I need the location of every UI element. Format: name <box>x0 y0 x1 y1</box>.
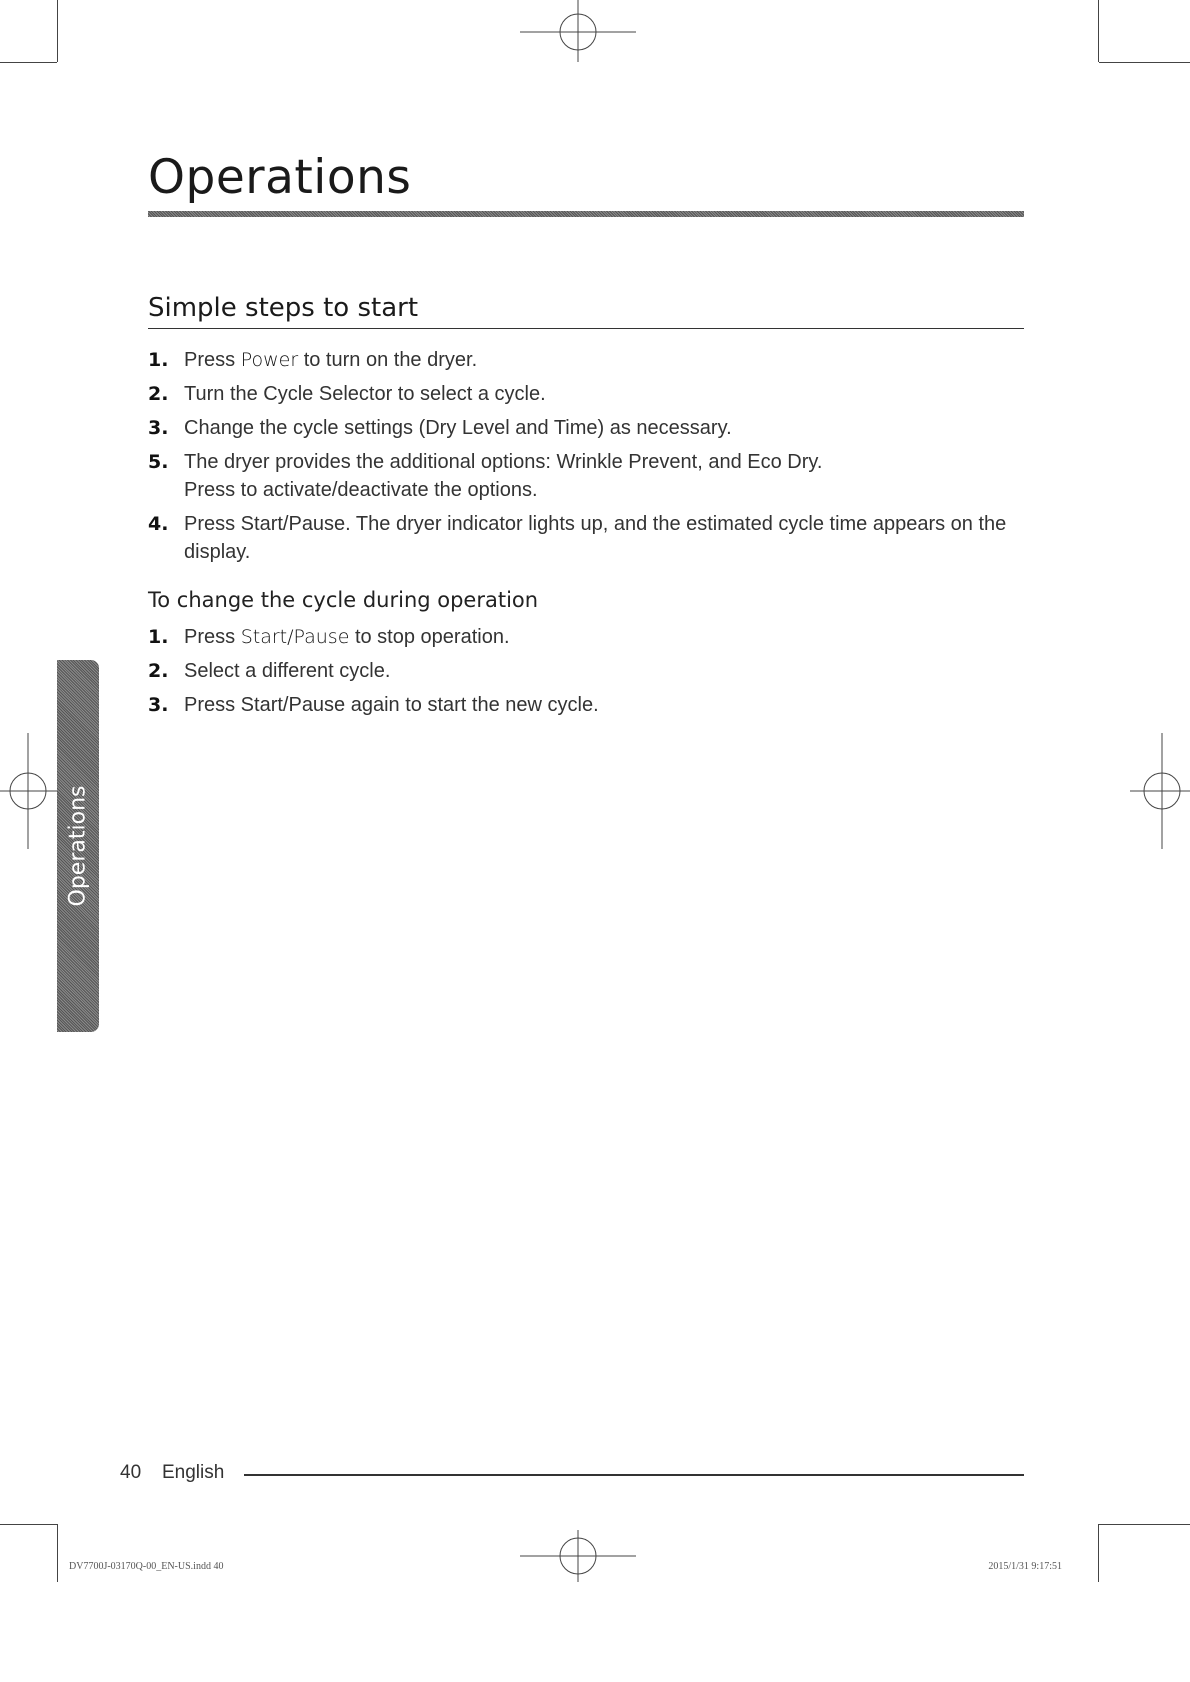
page-number: 40 <box>120 1462 142 1483</box>
step-text: Press Start/Pause to stop operation. <box>184 626 510 648</box>
list-item <box>148 691 1028 719</box>
crop-mark <box>1098 0 1099 62</box>
section-heading: Simple steps to start <box>148 293 419 323</box>
step-number: 4. <box>148 513 169 535</box>
list-item <box>148 414 1028 442</box>
list-item <box>148 657 1028 685</box>
registration-mark-right <box>1074 733 1190 849</box>
section-rule <box>148 328 1024 329</box>
title-rule <box>148 211 1024 217</box>
step-text: The dryer provides the additional options: Wrinkle Prevent, and Eco Dry. Press to activate/deactivate the options. <box>184 451 823 501</box>
sub-heading: To change the cycle during operation <box>148 588 539 612</box>
step-number: 2. <box>148 383 169 405</box>
crop-mark <box>1099 62 1190 63</box>
step-text: Press Power to turn on the dryer. <box>184 349 478 371</box>
registration-mark-bottom <box>520 1530 636 1646</box>
step-number: 3. <box>148 417 169 439</box>
crop-mark <box>1098 1524 1099 1582</box>
step-text: Change the cycle settings (Dry Level and Time) as necessary. <box>184 417 732 439</box>
side-tab <box>57 660 99 1032</box>
footer-language: English <box>162 1462 225 1483</box>
crop-mark <box>57 0 58 62</box>
list-item <box>148 623 1028 651</box>
side-tab-label: Operations <box>65 785 91 907</box>
page-title: Operations <box>148 150 412 205</box>
crop-mark <box>1098 1524 1190 1525</box>
list-item <box>148 380 1028 408</box>
step-number: 3. <box>148 694 169 716</box>
change-cycle-steps-list <box>148 623 1028 725</box>
step-number: 1. <box>148 626 169 648</box>
crop-mark <box>0 1524 57 1525</box>
step-number: 1. <box>148 349 169 371</box>
step-text: Press Start/Pause. The dryer indicator lights up, and the estimated cycle time appears on the display. <box>184 513 1007 563</box>
step-text: Press Start/Pause again to start the new cycle. <box>184 694 599 716</box>
list-item <box>148 510 1028 566</box>
slug-date: 2015/1/31 9:17:51 <box>988 1561 1062 1572</box>
registration-mark-top <box>520 0 636 116</box>
step-number: 2. <box>148 660 169 682</box>
list-item <box>148 448 1028 504</box>
crop-mark <box>0 62 57 63</box>
power-button-label: Power <box>240 349 299 371</box>
step-number: 5. <box>148 451 169 473</box>
slug-file: DV7700J-03170Q-00_EN-US.indd 40 <box>69 1561 224 1572</box>
start-pause-label: Start/Pause <box>240 626 350 648</box>
step-text: Select a different cycle. <box>184 660 391 682</box>
start-steps-list <box>148 346 1028 572</box>
step-text: Turn the Cycle Selector to select a cycle. <box>184 383 546 405</box>
footer-rule <box>244 1474 1024 1476</box>
list-item <box>148 346 1028 374</box>
crop-mark <box>57 1524 58 1582</box>
